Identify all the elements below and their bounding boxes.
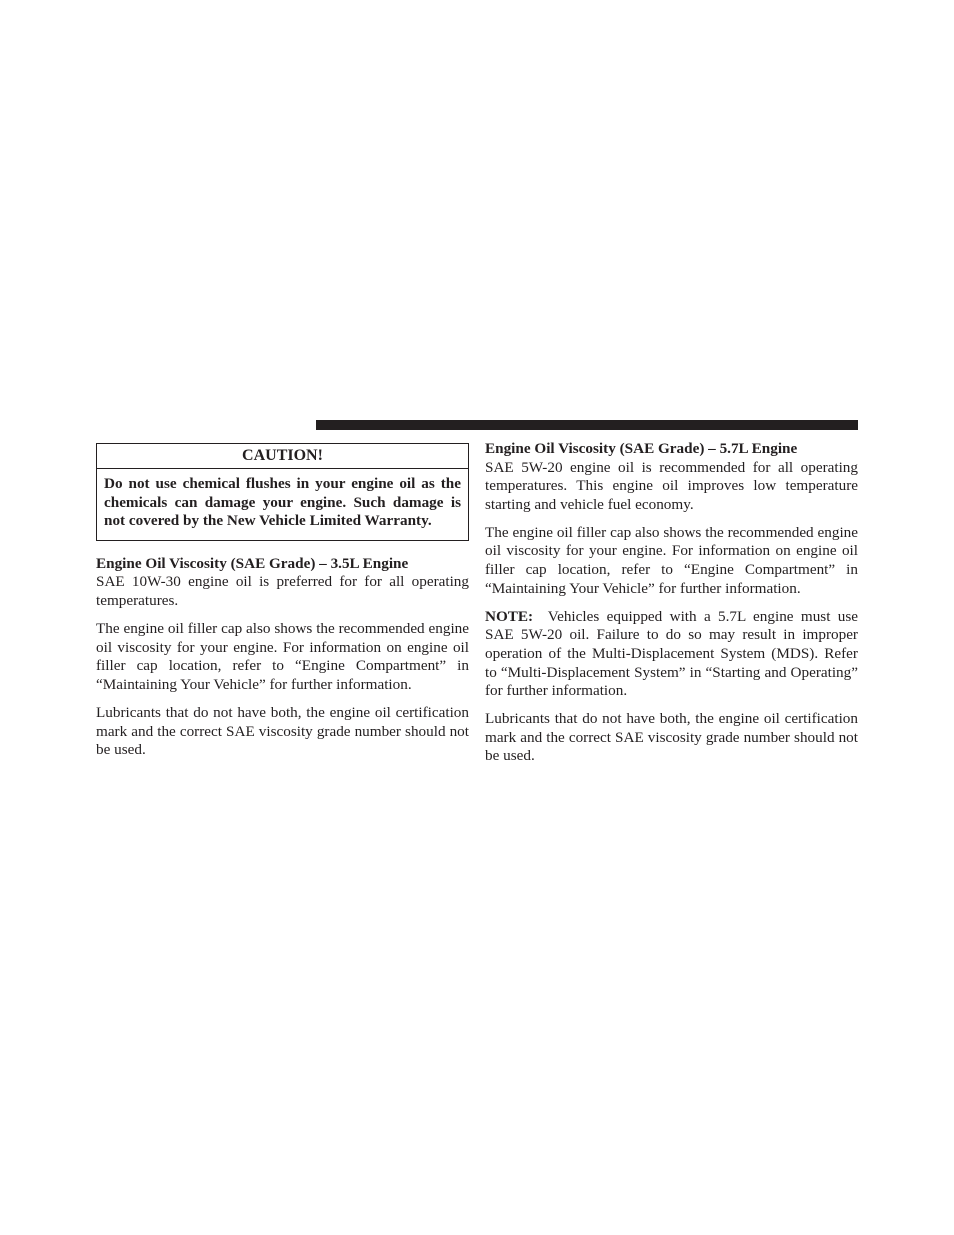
note-label: NOTE: bbox=[485, 607, 534, 625]
left-column bbox=[96, 440, 469, 769]
caution-box bbox=[96, 443, 469, 541]
caution-title: CAUTION! bbox=[97, 444, 468, 469]
heading-5-7l-engine: Engine Oil Viscosity (SAE Grade) – 5.7L Engine bbox=[485, 440, 798, 457]
note-paragraph bbox=[485, 608, 858, 701]
paragraph-5-7l-filler-cap: The engine oil filler cap also shows the recommended engine oil viscosity for your engine. For information on engine oil filler cap location, refer to “Engine Compartment” in “Maintaining Your Vehicle” for further information. bbox=[485, 523, 858, 597]
note-text: Vehicles equipped with a 5.7L engine must use SAE 5W-20 oil. Failure to do so may result in improper operation of the Multi-Displacement System (MDS). Refer to “Multi-Displacement System” in “Starting and Operating” for further information. bbox=[485, 607, 859, 700]
paragraph-3-5l-filler-cap: The engine oil filler cap also shows the recommended engine oil viscosity for your engine. For information on engine oil filler cap location, refer to “Engine Compartment” in “Maintaining Your Vehicle” for further information. bbox=[96, 620, 469, 693]
section-5-7l bbox=[485, 440, 858, 766]
paragraph-5-7l-lubricants: Lubricants that do not have both, the engine oil certification mark and the correct SAE viscosity grade number should not be used. bbox=[485, 710, 858, 765]
heading-3-5l-engine: Engine Oil Viscosity (SAE Grade) – 3.5L Engine bbox=[96, 554, 409, 572]
section-header-rule bbox=[316, 420, 858, 430]
paragraph-5-7l-oil-grade: SAE 5W-20 engine oil is recommended for all operating temperatures. This engine oil improves low temperature starting and vehicle fuel economy. bbox=[485, 458, 858, 513]
right-column bbox=[485, 440, 858, 776]
caution-body: Do not use chemical flushes in your engine oil as the chemicals can damage your engine. Such damage is not covered by the New Vehicle Limited Warranty. bbox=[104, 475, 461, 530]
paragraph-3-5l-oil-grade: SAE 10W-30 engine oil is preferred for for all operating temperatures. bbox=[96, 573, 469, 609]
section-3-5l bbox=[96, 555, 469, 760]
paragraph-3-5l-lubricants: Lubricants that do not have both, the engine oil certification mark and the correct SAE viscosity grade number should not be used. bbox=[96, 703, 469, 759]
